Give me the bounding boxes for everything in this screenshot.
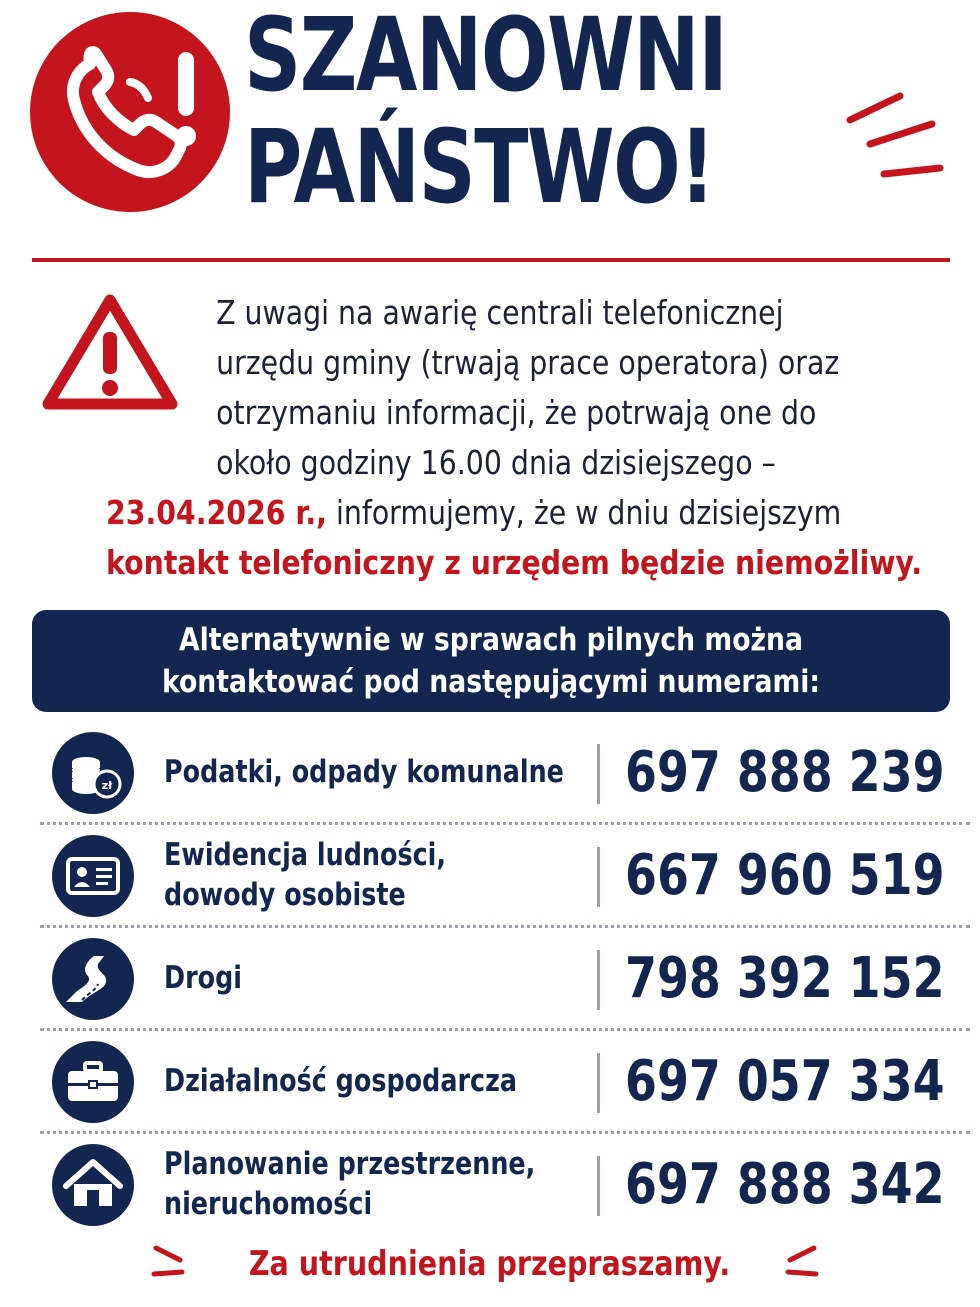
contact-label-line-1: Podatki, odpady komunalne	[164, 754, 564, 790]
phone-number-text[interactable]: 667 960 519	[625, 842, 945, 908]
row-separator	[597, 1156, 600, 1216]
contact-list	[40, 722, 970, 1234]
row-separator	[597, 1053, 600, 1113]
row-separator	[597, 744, 600, 804]
header-divider	[32, 258, 950, 262]
footer-rays-right-icon	[780, 1240, 820, 1300]
road-icon	[52, 938, 134, 1020]
phone-number[interactable]	[625, 1031, 980, 1131]
banner-line-1: Alternatywnie w sprawach pilnych można	[178, 622, 804, 658]
phone-number-text[interactable]: 798 392 152	[625, 945, 945, 1011]
contact-label-line-1: Ewidencja ludności,	[164, 837, 447, 873]
contact-row-taxes	[40, 722, 970, 825]
id-card-icon	[52, 835, 134, 917]
phone-number-text[interactable]: 697 888 239	[625, 739, 945, 805]
phone-alert-icon	[30, 12, 230, 212]
notice-text	[106, 288, 923, 588]
contact-label	[164, 722, 594, 822]
contact-label	[164, 928, 594, 1028]
phone-number[interactable]	[625, 928, 980, 1028]
phone-number-text[interactable]: 697 888 342	[625, 1151, 945, 1217]
notice-line-5-rest: informujemy, że w dniu dzisiejszym	[326, 493, 842, 532]
briefcase-icon	[52, 1041, 134, 1123]
phone-number[interactable]	[625, 722, 980, 822]
apology-footer	[0, 1244, 980, 1284]
title-line-1: SZANOWNI	[244, 0, 727, 115]
contact-row-planning	[40, 1134, 970, 1234]
page-title	[244, 0, 727, 227]
contact-label-line-2: dowody osobiste	[164, 877, 406, 913]
notice-line-4: około godziny 16.00 dnia dzisiejszego –	[216, 443, 776, 482]
coin-symbol: zł	[101, 779, 113, 792]
row-separator	[597, 847, 600, 907]
contact-label-line-2: nieruchomości	[164, 1186, 373, 1222]
contact-row-business	[40, 1031, 970, 1134]
row-separator	[597, 950, 600, 1010]
phone-number[interactable]	[625, 1134, 980, 1234]
contact-label-line-1: Planowanie przestrzenne,	[164, 1146, 536, 1182]
contact-row-registry	[40, 825, 970, 928]
notice-line-6: kontakt telefoniczny z urzędem będzie niemożliwy.	[106, 543, 923, 582]
contact-label-line-1: Drogi	[164, 960, 243, 996]
contact-label	[164, 825, 594, 925]
banner-line-2: kontaktować pod następującymi numerami:	[161, 664, 821, 700]
notice-line-1: Z uwagi na awarię centrali telefonicznej	[216, 293, 784, 332]
notice-line-3: otrzymaniu informacji, że potrwają one do	[216, 393, 817, 432]
contact-label-line-1: Działalność gospodarcza	[164, 1063, 518, 1099]
notice-line-5	[106, 488, 842, 538]
contact-label	[164, 1031, 594, 1131]
title-line-2: PAŃSTWO!	[244, 108, 714, 227]
alternative-contact-banner	[32, 610, 950, 712]
emphasis-rays-icon	[840, 70, 960, 190]
coins-icon	[52, 732, 134, 814]
notice-date: 23.04.2026 r.,	[106, 493, 327, 532]
phone-number-text[interactable]: 697 057 334	[625, 1048, 945, 1114]
phone-number[interactable]	[625, 825, 980, 925]
contact-label	[164, 1134, 594, 1234]
house-icon	[52, 1144, 134, 1226]
notice-line-2: urzędu gminy (trwają prace operatora) oraz	[216, 343, 840, 382]
contact-row-roads	[40, 928, 970, 1031]
apology-text: Za utrudnienia przepraszamy.	[249, 1244, 731, 1284]
